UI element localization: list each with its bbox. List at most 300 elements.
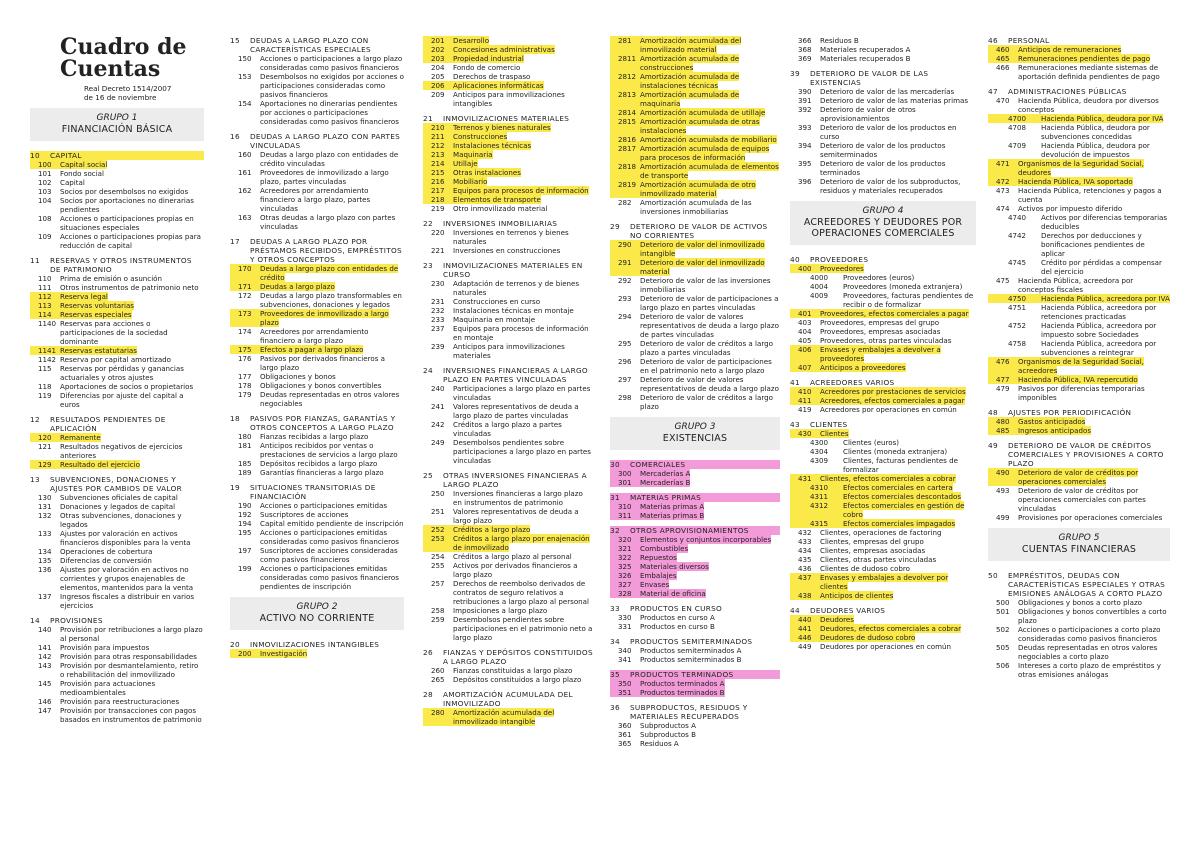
account-section bbox=[230, 640, 404, 658]
section-heading bbox=[988, 408, 1170, 417]
account-name: Deudas a largo plazo con entidades de crédito vinculadas bbox=[260, 150, 399, 168]
highlight bbox=[453, 36, 489, 45]
group-name: ACTIVO NO CORRIENTE bbox=[259, 613, 375, 624]
account-code: 480 bbox=[988, 417, 1018, 426]
account-name: Deterioro de valor de los productos en curso bbox=[820, 123, 957, 141]
account-row bbox=[988, 513, 1170, 522]
account-code: 475 bbox=[996, 276, 1010, 285]
account-name-text: Hacienda Pública, IVA soportado bbox=[1018, 177, 1133, 186]
account-name-text: Efectos comerciales en cartera bbox=[843, 483, 953, 492]
account-row bbox=[30, 283, 204, 292]
account-name: Hacienda Pública, acreedora por impuesto sobre Sociedades bbox=[1041, 321, 1157, 339]
account-name: Clientes, otras partes vinculadas bbox=[820, 555, 937, 564]
highlight bbox=[820, 309, 969, 318]
account-code: 350 bbox=[610, 679, 640, 688]
account-code: 292 bbox=[618, 276, 632, 285]
account-name bbox=[453, 81, 593, 90]
account-name-text: Deudores de dudoso cobro bbox=[820, 633, 916, 642]
account-code: 361 bbox=[618, 730, 632, 739]
account-row bbox=[230, 432, 404, 441]
account-row bbox=[988, 426, 1170, 435]
account-row bbox=[423, 45, 593, 54]
account-code: 391 bbox=[798, 96, 812, 105]
section-name: INMOVILIZACIONES INTANGIBLES bbox=[250, 640, 380, 649]
account-code: 394 bbox=[798, 141, 812, 150]
account-code: 2815 bbox=[610, 117, 640, 135]
highlight bbox=[640, 108, 765, 117]
highlight bbox=[260, 264, 398, 282]
account-code: 419 bbox=[798, 405, 812, 414]
account-code: 366 bbox=[798, 36, 812, 45]
account-row bbox=[790, 501, 976, 519]
section-name: CLIENTES bbox=[810, 420, 848, 429]
account-section bbox=[610, 637, 780, 664]
account-name bbox=[453, 45, 593, 54]
account-code: 326 bbox=[610, 571, 640, 580]
account-row bbox=[988, 63, 1170, 81]
account-name-text: Anticipos de remuneraciones bbox=[1018, 45, 1122, 54]
section-name: ACREEDORES VARIOS bbox=[810, 378, 895, 387]
title-line: Cuentas bbox=[60, 56, 161, 82]
account-code: 180 bbox=[238, 432, 252, 441]
account-name: Depósitos recibidos a largo plazo bbox=[260, 459, 378, 468]
account-code: 140 bbox=[38, 625, 52, 634]
account-row bbox=[790, 291, 976, 309]
highlight bbox=[1018, 45, 1121, 54]
section-code: 30 bbox=[610, 460, 620, 469]
account-code: 189 bbox=[238, 468, 252, 477]
account-name: Depósitos constituidos a largo plazo bbox=[453, 675, 582, 684]
account-row bbox=[423, 195, 593, 204]
account-row bbox=[230, 150, 404, 168]
account-name bbox=[1018, 417, 1170, 426]
account-name: Ajustes por valoración en activos financieros disponibles para la venta bbox=[60, 529, 191, 547]
account-row bbox=[790, 45, 976, 54]
section-code: 41 bbox=[790, 378, 800, 387]
highlight bbox=[453, 132, 507, 141]
section-code: 14 bbox=[30, 616, 40, 625]
account-row bbox=[988, 45, 1170, 54]
account-code: 436 bbox=[798, 564, 812, 573]
highlight bbox=[60, 160, 107, 169]
account-row bbox=[790, 336, 976, 345]
account-row bbox=[790, 591, 976, 600]
account-name: Clientes, empresas del grupo bbox=[820, 537, 924, 546]
highlight bbox=[640, 180, 756, 198]
account-name-text: Productos terminados A bbox=[640, 679, 725, 688]
account-code: 218 bbox=[423, 195, 453, 204]
account-code: 145 bbox=[38, 679, 52, 688]
section-heading bbox=[230, 132, 404, 150]
account-code: 170 bbox=[230, 264, 260, 282]
section-name: MATERIAS PRIMAS bbox=[630, 493, 701, 502]
account-row bbox=[230, 282, 404, 291]
account-name: Deterioro de valor de créditos a largo plazo bbox=[640, 393, 773, 411]
account-name-text: Mercaderías A bbox=[640, 469, 691, 478]
account-name bbox=[453, 708, 593, 726]
account-code: 301 bbox=[610, 478, 640, 487]
account-row bbox=[790, 123, 976, 141]
highlight bbox=[640, 72, 739, 90]
account-row bbox=[30, 706, 204, 724]
account-code: 477 bbox=[988, 375, 1018, 384]
account-name bbox=[260, 649, 404, 658]
account-row bbox=[790, 396, 976, 405]
highlight bbox=[820, 363, 906, 372]
account-row bbox=[30, 460, 204, 469]
account-name-text: Investigación bbox=[260, 649, 308, 658]
account-name bbox=[260, 309, 404, 327]
account-name: Valores representativos de deuda a largo plazo bbox=[453, 507, 579, 525]
section-code: 33 bbox=[610, 604, 620, 613]
account-name-text: Deudas a largo plazo con entidades de crédito bbox=[260, 264, 399, 282]
section-code: 29 bbox=[610, 222, 620, 231]
account-name: Materiales recuperados B bbox=[820, 54, 911, 63]
account-name-text: Hacienda Pública, acreedora por IVA bbox=[1041, 294, 1170, 303]
account-code: 4740 bbox=[1008, 213, 1027, 222]
account-section bbox=[423, 690, 593, 726]
account-row bbox=[988, 123, 1170, 141]
section-heading bbox=[988, 87, 1170, 96]
account-name: Reserva por capital amortizado bbox=[60, 355, 172, 364]
account-name: Deterioro de valor de las inversiones inmobiliarias bbox=[640, 276, 771, 294]
section-code: 19 bbox=[230, 483, 240, 492]
highlight bbox=[640, 258, 765, 276]
account-code: 437 bbox=[790, 573, 820, 591]
account-name: Socios por aportaciones no dinerarias pendientes bbox=[60, 196, 194, 214]
account-name: Suscriptores de acciones consideradas como pasivos financieros bbox=[260, 546, 398, 564]
account-row bbox=[230, 345, 404, 354]
account-row bbox=[30, 565, 204, 592]
account-code: 190 bbox=[238, 501, 252, 510]
account-code: 1141 bbox=[30, 346, 60, 355]
account-code: 212 bbox=[423, 141, 453, 150]
highlight bbox=[453, 186, 589, 195]
account-name bbox=[640, 571, 780, 580]
highlight bbox=[1018, 426, 1091, 435]
account-row bbox=[423, 666, 593, 675]
account-code: 296 bbox=[618, 357, 632, 366]
account-row bbox=[610, 180, 780, 198]
account-code: 490 bbox=[988, 468, 1018, 486]
account-name-text: Anticipos de clientes bbox=[820, 591, 894, 600]
account-name bbox=[453, 534, 593, 552]
account-section bbox=[610, 703, 780, 748]
account-row bbox=[230, 468, 404, 477]
account-name: Ajustes por valoración en activos no corrientes y grupos enajenables de elementos, mantenidos para la venta bbox=[60, 565, 194, 592]
page-title bbox=[60, 36, 204, 80]
account-name: Fianzas constituidas a largo plazo bbox=[453, 666, 573, 675]
column-5 bbox=[790, 36, 976, 651]
account-row bbox=[30, 529, 204, 547]
highlight bbox=[640, 535, 771, 544]
account-row bbox=[423, 279, 593, 297]
account-row bbox=[988, 96, 1170, 114]
section-code: 47 bbox=[988, 87, 998, 96]
account-row bbox=[423, 606, 593, 615]
account-name: Obligaciones y bonos convertibles a corto plazo bbox=[1018, 607, 1167, 625]
account-name: Resultados negativos de ejercicios anteriores bbox=[60, 442, 183, 460]
highlight bbox=[640, 36, 741, 54]
subtitle bbox=[84, 84, 204, 102]
account-code: 197 bbox=[238, 546, 252, 555]
account-name: Hacienda Pública, acreedora por conceptos fiscales bbox=[1018, 276, 1134, 294]
account-row bbox=[988, 357, 1170, 375]
account-row bbox=[30, 346, 204, 355]
account-code: 311 bbox=[610, 511, 640, 520]
account-row bbox=[30, 697, 204, 706]
account-name: Aportaciones de socios o propietarios bbox=[60, 382, 194, 391]
account-name bbox=[843, 483, 976, 492]
section-code: 12 bbox=[30, 415, 40, 424]
account-code: 108 bbox=[38, 214, 52, 223]
account-row bbox=[30, 232, 204, 250]
group-number: GRUPO 2 bbox=[296, 602, 338, 612]
account-code: 506 bbox=[996, 661, 1010, 670]
account-name: Acreedores por arrendamiento financiero a largo plazo bbox=[260, 327, 369, 345]
account-name: Reservas por pérdidas y ganancias actuariales y otros ajustes bbox=[60, 364, 184, 382]
account-name bbox=[1018, 357, 1170, 375]
account-row bbox=[790, 282, 976, 291]
account-section bbox=[610, 493, 780, 520]
account-row bbox=[423, 297, 593, 306]
account-row bbox=[423, 402, 593, 420]
account-code: 438 bbox=[790, 591, 820, 600]
section-code: 16 bbox=[230, 132, 240, 141]
highlight bbox=[60, 301, 134, 310]
highlight bbox=[453, 195, 541, 204]
account-row bbox=[610, 72, 780, 90]
account-name-text: Material de oficina bbox=[640, 589, 706, 598]
section-name: SUBPRODUCTOS, RESIDUOS Y MATERIALES RECUPERADOS bbox=[630, 703, 748, 721]
account-name: Acciones o participaciones a largo plazo consideradas como pasivos financieros bbox=[260, 54, 403, 72]
account-name-text: Instalaciones técnicas bbox=[453, 141, 532, 150]
account-code: 147 bbox=[38, 706, 52, 715]
account-name: Provisión por desmantelamiento, retiro o rehabilitación del inmovilizado bbox=[60, 661, 199, 679]
account-row bbox=[423, 438, 593, 465]
section-heading bbox=[423, 261, 593, 279]
account-row bbox=[790, 564, 976, 573]
account-name-text: Acreedores, efectos comerciales a pagar bbox=[820, 396, 965, 405]
account-row bbox=[790, 405, 976, 414]
section-code: 32 bbox=[610, 526, 620, 535]
section-heading bbox=[610, 637, 780, 646]
account-code: 162 bbox=[238, 186, 252, 195]
account-name-text: Remanente bbox=[60, 433, 101, 442]
account-row bbox=[988, 54, 1170, 63]
account-code: 161 bbox=[238, 168, 252, 177]
account-row bbox=[30, 643, 204, 652]
account-name: Obligaciones y bonos a corto plazo bbox=[1018, 598, 1143, 607]
account-row bbox=[423, 306, 593, 315]
account-row bbox=[30, 178, 204, 187]
section-name: INVERSIONES INMOBILIARIAS bbox=[443, 219, 558, 228]
account-code: 103 bbox=[38, 187, 52, 196]
account-row bbox=[988, 384, 1170, 402]
account-row bbox=[230, 186, 404, 213]
account-name bbox=[60, 160, 204, 169]
account-code: 254 bbox=[431, 552, 445, 561]
account-code: 202 bbox=[423, 45, 453, 54]
account-name bbox=[453, 141, 593, 150]
account-code: 214 bbox=[423, 159, 453, 168]
account-name: Anticipos recibidos por ventas o prestaciones de servicios a largo plazo bbox=[260, 441, 398, 459]
highlight bbox=[640, 589, 706, 598]
account-code: 101 bbox=[38, 169, 52, 178]
account-row bbox=[988, 303, 1170, 321]
account-name-text: Clientes, efectos comerciales a cobrar bbox=[820, 474, 956, 483]
account-code: 230 bbox=[431, 279, 445, 288]
account-code: 340 bbox=[618, 646, 632, 655]
account-code: 209 bbox=[431, 90, 445, 99]
account-name bbox=[453, 195, 593, 204]
account-section bbox=[230, 483, 404, 591]
account-row bbox=[610, 198, 780, 216]
section-heading bbox=[790, 255, 976, 264]
highlight bbox=[260, 282, 335, 291]
account-name-text: Hacienda Pública, IVA repercutido bbox=[1018, 375, 1138, 384]
account-row bbox=[790, 474, 976, 483]
account-row bbox=[230, 354, 404, 372]
highlight bbox=[820, 387, 966, 396]
account-name: Deterioro de valor de los productos terminados bbox=[820, 159, 946, 177]
account-name-text: Proveedores, efectos comerciales a pagar bbox=[820, 309, 969, 318]
account-code: 177 bbox=[238, 372, 252, 381]
account-code: 411 bbox=[790, 396, 820, 405]
account-name bbox=[820, 615, 976, 624]
account-name: Deterioro de valor de créditos a largo plazo a partes vinculadas bbox=[640, 339, 773, 357]
account-row bbox=[30, 661, 204, 679]
account-code: 215 bbox=[423, 168, 453, 177]
account-code: 173 bbox=[230, 309, 260, 327]
account-name: Hacienda Pública, deudora por diversos conceptos bbox=[1018, 96, 1159, 114]
section-code: 26 bbox=[423, 648, 433, 657]
account-row bbox=[230, 372, 404, 381]
section-code: 49 bbox=[988, 441, 998, 450]
account-row bbox=[230, 510, 404, 519]
account-name: Acreedores por arrendamiento financiero a largo plazo, partes vinculadas bbox=[260, 186, 371, 213]
section-name: DETERIORO DE VALOR DE CRÉDITOS COMERCIALES Y PROVISIONES A CORTO PLAZO bbox=[1008, 441, 1164, 468]
account-name: Créditos a largo plazo al personal bbox=[453, 552, 572, 561]
account-code: 351 bbox=[610, 688, 640, 697]
account-code: 181 bbox=[238, 441, 252, 450]
highlight bbox=[820, 624, 961, 633]
account-name: Prima de emisión o asunción bbox=[60, 274, 163, 283]
section-name: PRODUCTOS SEMITERMINADOS bbox=[630, 637, 753, 646]
section-heading bbox=[230, 36, 404, 54]
account-row bbox=[423, 81, 593, 90]
section-code: 21 bbox=[423, 114, 433, 123]
account-name: Proveedores, empresas del grupo bbox=[820, 318, 940, 327]
account-name bbox=[820, 429, 976, 438]
column-4 bbox=[610, 36, 780, 748]
highlight bbox=[820, 615, 854, 624]
account-row bbox=[790, 105, 976, 123]
account-code: 390 bbox=[798, 87, 812, 96]
account-name-text: Clientes bbox=[820, 429, 849, 438]
account-row bbox=[610, 544, 780, 553]
account-row bbox=[230, 291, 404, 309]
account-name: Otros instrumentos de patrimonio neto bbox=[60, 283, 199, 292]
account-name bbox=[1018, 375, 1170, 384]
account-row bbox=[423, 132, 593, 141]
account-name bbox=[1018, 177, 1170, 186]
account-row bbox=[610, 393, 780, 411]
account-row bbox=[30, 547, 204, 556]
account-name: Deterioro de valor de los subproductos, residuos y materiales recuperados bbox=[820, 177, 961, 195]
account-row bbox=[610, 357, 780, 375]
highlight bbox=[453, 81, 544, 90]
account-name-text: Proveedores bbox=[820, 264, 864, 273]
account-code: 134 bbox=[38, 547, 52, 556]
account-code: 393 bbox=[798, 123, 812, 132]
section-code: 35 bbox=[610, 670, 620, 679]
account-code: 265 bbox=[431, 675, 445, 684]
account-name-text: Construcciones bbox=[453, 132, 508, 141]
account-row bbox=[610, 258, 780, 276]
section-heading bbox=[230, 237, 404, 264]
account-code: 4700 bbox=[988, 114, 1041, 123]
account-name: Otras deudas a largo plazo con partes vinculadas bbox=[260, 213, 396, 231]
account-section bbox=[610, 526, 780, 598]
account-row bbox=[610, 646, 780, 655]
account-code: 298 bbox=[618, 393, 632, 402]
account-row bbox=[790, 528, 976, 537]
account-code: 4004 bbox=[810, 282, 829, 291]
account-name: Provisiones por operaciones comerciales bbox=[1018, 513, 1163, 522]
account-section bbox=[988, 441, 1170, 522]
account-row bbox=[610, 162, 780, 180]
account-row bbox=[790, 345, 976, 363]
account-row bbox=[610, 502, 780, 511]
account-section bbox=[988, 571, 1170, 679]
account-name: Subproductos B bbox=[640, 730, 696, 739]
account-name: Provisión para otras responsabilidades bbox=[60, 652, 197, 661]
section-heading bbox=[610, 526, 780, 535]
account-row bbox=[423, 579, 593, 606]
highlight bbox=[640, 54, 739, 72]
account-code: 293 bbox=[618, 294, 632, 303]
account-code: 2811 bbox=[610, 54, 640, 72]
section-heading bbox=[988, 36, 1170, 45]
account-row bbox=[30, 511, 204, 529]
account-name bbox=[640, 108, 780, 117]
section-name: DEUDAS A LARGO PLAZO POR PRÉSTAMOS RECIBIDOS, EMPRÉSTITOS Y OTROS CONCEPTOS bbox=[250, 237, 402, 264]
section-name: OTROS APROVISIONAMIENTOS bbox=[630, 526, 749, 535]
account-row bbox=[610, 613, 780, 622]
account-name bbox=[640, 580, 780, 589]
account-name: Productos en curso B bbox=[640, 622, 715, 631]
account-code: 290 bbox=[610, 240, 640, 258]
account-section bbox=[790, 420, 976, 600]
account-row bbox=[790, 555, 976, 564]
account-code: 141 bbox=[38, 643, 52, 652]
account-name-text: Concesiones administrativas bbox=[453, 45, 555, 54]
account-row bbox=[230, 264, 404, 282]
section-name: PROVEEDORES bbox=[810, 255, 869, 264]
account-name: Provisión para actuaciones medioambientales bbox=[60, 679, 156, 697]
highlight bbox=[640, 478, 690, 487]
account-code: 401 bbox=[790, 309, 820, 318]
account-name bbox=[640, 679, 780, 688]
account-row bbox=[790, 54, 976, 63]
account-name-text: Combustibles bbox=[640, 544, 689, 553]
account-name: Aportaciones no dinerarias pendientes por acciones o participaciones consideradas como pasivos financieros bbox=[260, 99, 399, 126]
section-heading bbox=[610, 460, 780, 469]
account-row bbox=[790, 483, 976, 492]
account-code: 500 bbox=[996, 598, 1010, 607]
section-code: 25 bbox=[423, 471, 433, 480]
